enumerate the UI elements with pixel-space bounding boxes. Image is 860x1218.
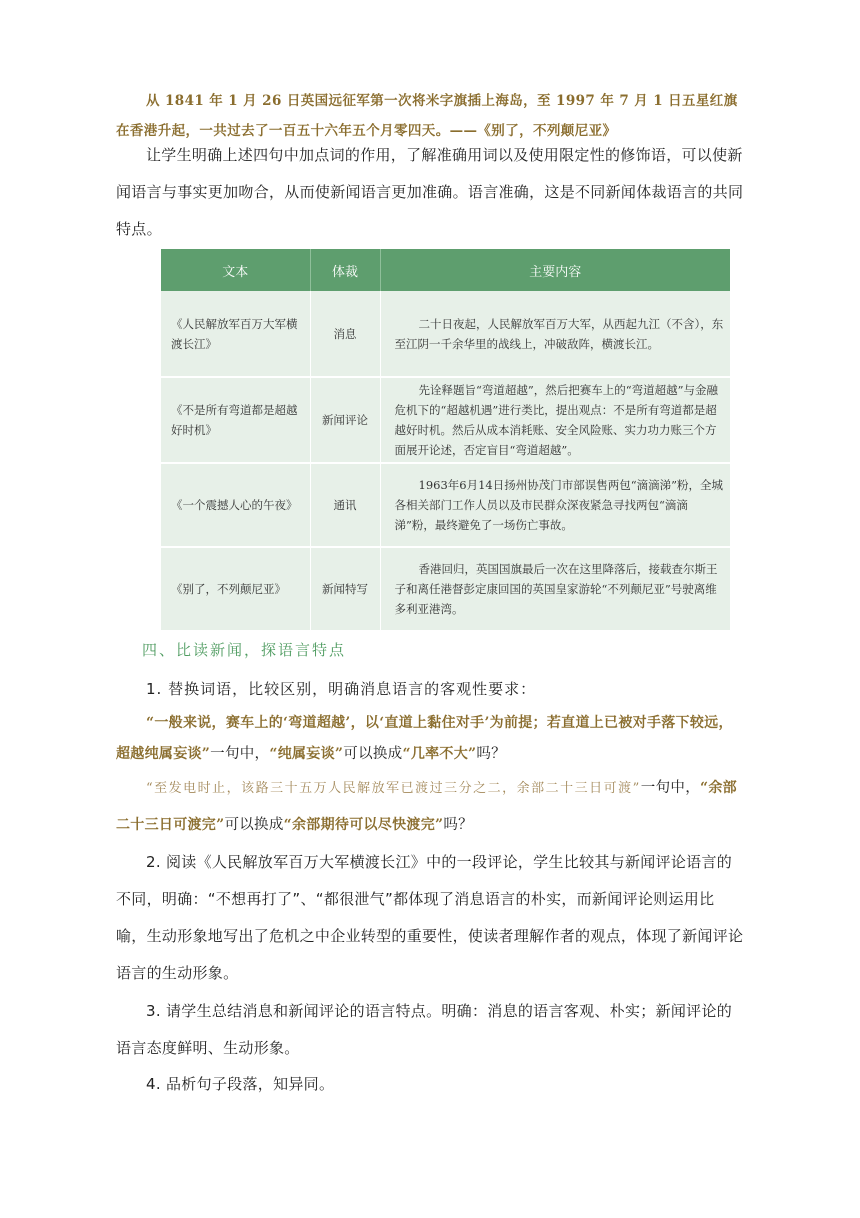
table-row [161,377,730,463]
question-1-term-a: “纯属妄谈” [269,746,344,762]
table-row [161,547,730,631]
cell-text: 《人民解放军百万大军横渡长江》 [161,291,310,377]
cell-content: 香港回归，英国国旗最后一次在这里降落后，接载查尔斯王子和离任港督彭定康回国的英国皇家游轮“不列颠尼亚”号驶离维多利亚港湾。 [380,547,730,631]
question-2-end: 吗？ [443,817,473,833]
table-row [161,463,730,547]
cell-content: 二十日夜起，人民解放军百万大军，从西起九江（不含），东至江阴一千余华里的战线上，冲破敌阵，横渡长江。 [380,291,730,377]
genre-table [161,249,730,632]
question-2-term-a: “余部二十三日可渡完” [116,780,737,833]
item-4: 4. 品析句子段落，知异同。 [146,1075,335,1093]
question-2-text-a: 一句中， [640,780,700,796]
intro-paragraph: 让学生明确上述四句中加点词的作用，了解准确用词以及使用限定性的修饰语，可以使新闻语言与事实更加吻合，从而使新闻语言更加准确。语言准确，这是不同新闻体裁语言的共同特点。 [116,146,744,238]
quote-paragraph: 从 1841 年 1 月 26 日英国远征军第一次将米字旗插上海岛，至 1997 年 7 月 1 日五星红旗在香港升起，一共过去了一百五十六年五个月零四天。——《别了，不列颠尼亚》 [116,93,738,139]
header-content: 主要内容 [380,249,730,291]
question-2-term-b: “余部期待可以尽快渡完” [283,817,444,833]
question-1-quote: “一般来说，赛车上的‘弯道超越’，以‘直道上黏住对手’为前提；若直道上已被对手落下较远，超越纯属妄谈” [116,715,733,762]
section-heading: 四、比读新闻，探语言特点 [142,641,347,659]
cell-text: 《不是所有弯道都是超越好时机》 [161,377,310,463]
cell-genre: 新闻特写 [310,547,380,631]
question-1-text-a: 一句中， [210,746,270,762]
header-text: 文本 [161,249,310,291]
header-genre: 体裁 [310,249,380,291]
item-2: 2. 阅读《人民解放军百万大军横渡长江》中的一段评论，学生比较其与新闻评论语言的不同，明确：“不想再打了”、“都很泄气”都体现了消息语言的朴实，而新闻评论则运用比喻，生动形象地写出了危机之中企业转型的重要性，使读者理解作者的观点，体现了新闻评论语言的生动形象。 [116,853,744,982]
cell-genre: 通讯 [310,463,380,547]
table-row [161,291,730,377]
cell-genre: 消息 [310,291,380,377]
question-1 [116,708,744,770]
question-1-term-b: “几率不大” [402,746,477,762]
cell-content: 1963年6月14日扬州协茂门市部误售两包“滴滴涕”粉，全城各相关部门工作人员以及市民群众深夜紧急寻找两包“滴滴涕”粉，最终避免了一场伤亡事故。 [380,463,730,547]
question-1-end: 吗？ [476,746,506,762]
question-1-text-b: 可以换成 [343,746,403,762]
cell-genre: 新闻评论 [310,377,380,463]
item-1: 1. 替换词语，比较区别，明确消息语言的客观性要求： [146,680,537,698]
cell-content: 先诠释题旨“弯道超越”，然后把赛车上的“弯道超越”与金融危机下的“超越机遇”进行类比，提出观点：不是所有弯道都是超越好时机。然后从成本消耗账、安全风险账、实力功力账三个方面展开论述，否定盲目“弯道超越”。 [380,377,730,463]
question-2-quote: “至发电时止，该路三十五万人民解放军已渡过三分之二，余部二十三日可渡” [146,781,641,796]
question-2 [116,770,744,844]
cell-text: 《一个震撼人心的午夜》 [161,463,310,547]
question-2-text-b: 可以换成 [224,817,284,833]
cell-text: 《别了，不列颠尼亚》 [161,547,310,631]
table-header-row [161,249,730,291]
item-3: 3. 请学生总结消息和新闻评论的语言特点。明确：消息的语言客观、朴实；新闻评论的语言态度鲜明、生动形象。 [116,1002,733,1057]
